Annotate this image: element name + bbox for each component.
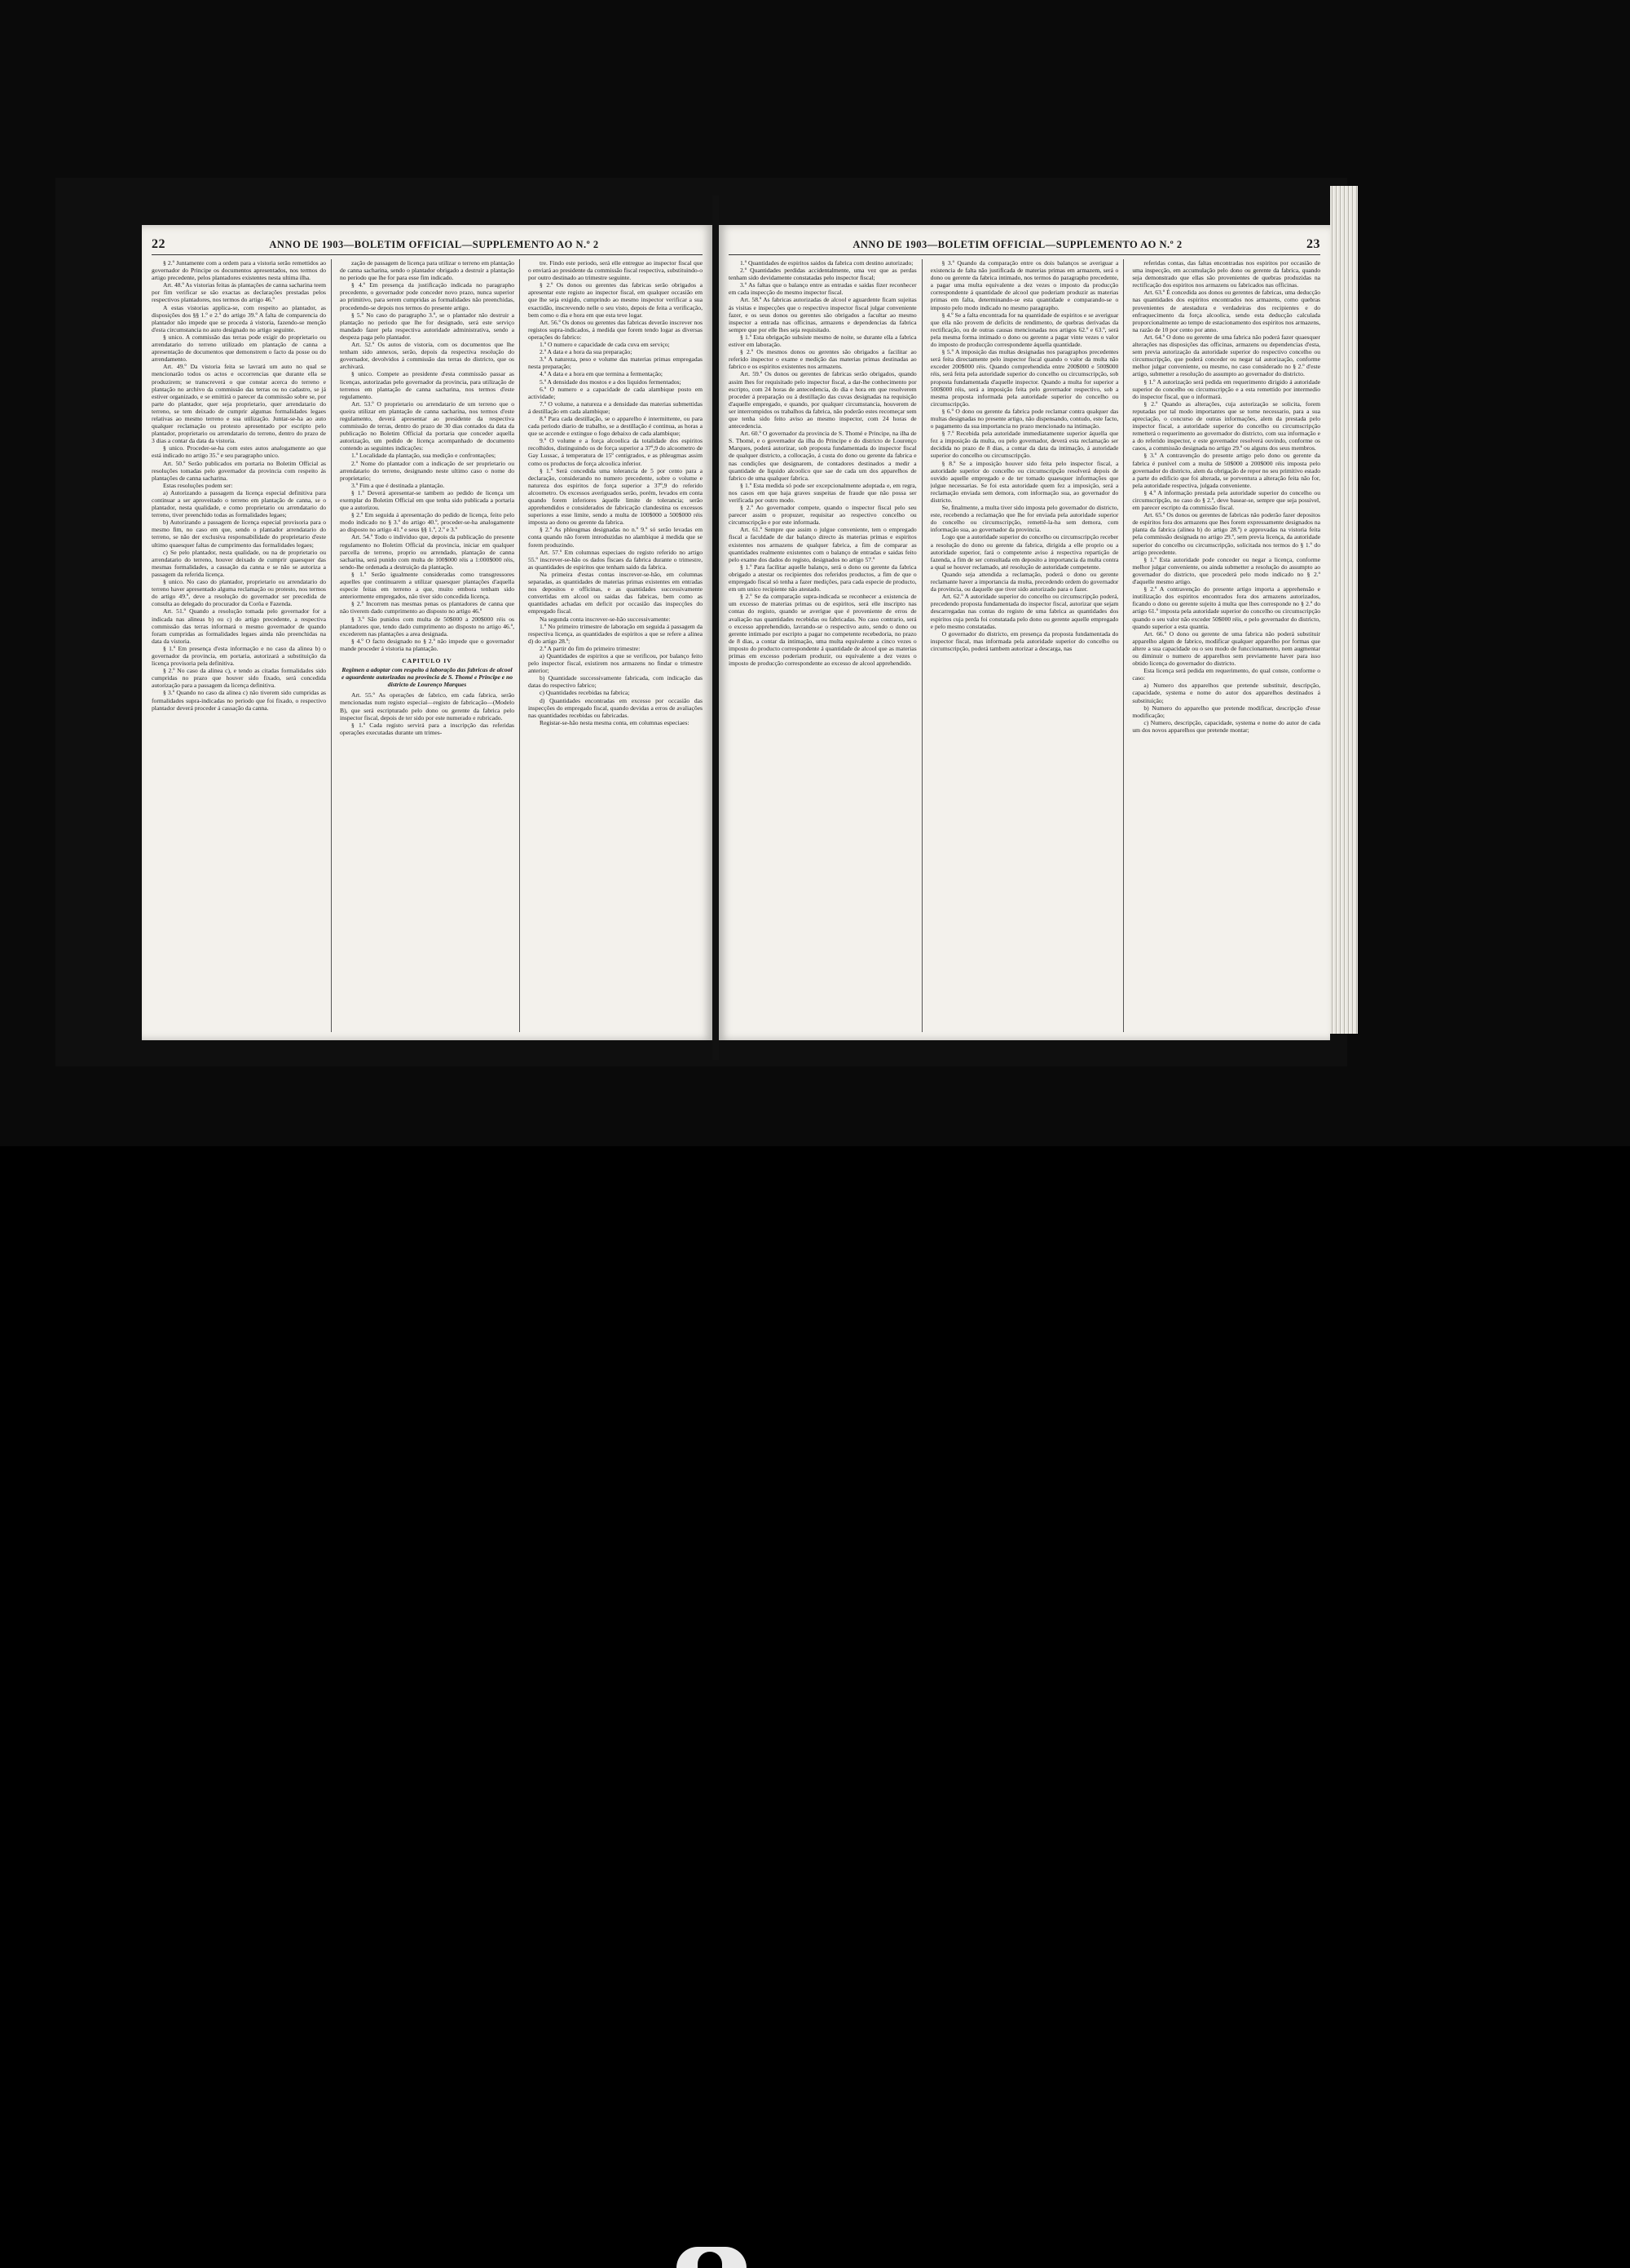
paragraph: § 5.º A imposição das multas designadas nos paragraphos precedentes será feita directamente pelo inspector fiscal quando o valor da multa não exceder 200$000 réis. Quando comprehendida entre 200$000 e 500$000 réis, será feita pela autoridade superior do concelho ou circumscripção, sob proposta fundamentada d'aquelle inspector. Quando a multa for superior a 500$000 réis, será a imposição feita pelo governador respectivo, sob a mesma proposta informada pela autoridade superior do concelho ou circumscripção. [930, 348, 1119, 408]
paragraph: c) Numero, descripção, capacidade, systema e nome do autor de cada um dos novos apparelhos que pretende montar; [1132, 718, 1321, 734]
right-page-number: 23 [1306, 237, 1320, 251]
paragraph: O governador do districto, em presença da proposta fundamentada do inspector fiscal, mas informada pela autoridade superior do concelho ou circumscripção, poderá tambem autorizar a descarga, nas [930, 629, 1119, 652]
paragraph: § 3.º São punidos com multa de 50$000 a 200$000 réis os plantadores que, tendo dado cumprimento ao disposto no artigo 46.º, excederem nas plantações a area designada. [340, 615, 514, 638]
paragraph: Na segunda conta inscrever-se-hão successivamente: [540, 615, 671, 623]
paragraph: § 2.º Em seguida á apresentação do pedido de licença, feito pelo modo indicado no § 3.º do artigo 40.º, proceder-se-ha analogamente ao disposto no artigo 41.º e seus §§ 1.º, 2.º e 3.º [340, 511, 514, 534]
left-page-header [152, 235, 703, 255]
paragraph: Art. 55.º As operações de fabrico, em cada fabrica, serão mencionadas num registo especial—registo de fabricação—(Modelo B), que será escripturado pelo dono ou gerente da fabrica pelo inspector fiscal, depois de ter sido por este numerado e rubricado. [340, 691, 514, 721]
paragraph: c) Se pelo plantador, nesta qualidade, ou na de proprietario ou arrendatario do terreno, houver deixado de cumprir quaesquer das mesmas formalidades, a cassação da canna e se não se autoriza a passagem da referida licença. [152, 548, 326, 578]
paragraph: Art. 65.º Os donos ou gerentes de fabricas não poderão fazer depositos de espiritos fora dos armazens que lhes forem expressamente designados na planta da fabrica (alinea b) do artigo 28.º) e approvadas na vistoria feita pela commissão designada no artigo 29.º, sem previa licença, da autoridade superior do concelho ou circumscripção, solicitada nos termos do § 1.º do artigo precedente. [1132, 511, 1321, 556]
right-page-columns [729, 259, 1320, 1032]
book-page-edges [1330, 186, 1358, 1034]
paragraph: 2.º Quantidades perdidas accidentalmente, uma vez que as perdas tenham sido devidamente constatadas pelo inspector fiscal; [729, 267, 917, 282]
paragraph: § 1.º Deverá apresentar-se tambem ao pedido de licença um exemplar do Boletim Official em que tenha sido publicada a portaria que a autorizou. [340, 488, 514, 512]
paragraph: 1.º O numero e capacidade de cada cuva em serviço; [540, 341, 670, 349]
paragraph: c) Quantidades recebidas na fabrica; [540, 689, 630, 697]
paragraph: § 2.º Incorrem nas mesmas penas os plantadores de canna que não tiverem dado cumprimento ao disposto no artigo 46.º [340, 600, 514, 616]
paragraph: § 3.º A contravenção do presente artigo pelo dono ou gerente da fabrica é punível com a multa de 50$000 a 200$000 réis imposta pelo governador do districto, alem da obrigação de repor no seu primitivo estado a parte do edificio que foi alterada, se porventura a alteração feita não for, pela autoridade respectiva, julgada conveniente. [1132, 452, 1321, 489]
paragraph: § 5.º No caso do paragrapho 3.º, se o plantador não destruir a plantação no periodo que lhe for designado, será este serviço mandado fazer pela respectiva autoridade administrativa, sendo a despeza paga pelo plantador. [340, 311, 514, 341]
paragraph: § 2.º No caso da alinea c), e tendo as citadas formalidades sido cumpridas no prazo que houver sido fixado, será concedida autorização para a passagem da licença definitiva. [152, 667, 326, 690]
paragraph: 3.º As faltas que o balanço entre as entradas e saidas fizer reconhecer em cada inspecção do mesmo inspector fiscal. [729, 281, 917, 297]
right-column-3 [1132, 259, 1320, 1032]
paragraph: A estas vistorias applica-se, com respeito ao plantador, as disposições dos §§ 1.º e 2.º do artigo 39.º A falta de comparencia do plantador não impede que se proceda á vistoria, fazendo-se menção d'esta circumstancia no auto designado no artigo seguinte. [152, 303, 326, 333]
paragraph: Art. 53.º O proprietario ou arrendatario de um terreno que o queira utilizar em plantação de canna sacharina, nos termos d'este regulamento, deverá apresentar ao presidente da respectiva commissão de terras, dentro do prazo de 30 dias contados da data da publicação no Boletim Official da portaria que conceder aquella autorização, um pedido de licença acompanhado de documento contendo as seguintes indicações: [340, 399, 514, 452]
paragraph: § 4.º A informação prestada pela autoridade superior do concelho ou circumscripção, no caso do § 2.º, deve basear-se, sempre que seja possivel, em parecer escripto da commissão fiscal. [1132, 488, 1321, 512]
paragraph: § 1.º Esta autoridade pode conceder ou negar a licença, conforme melhor julgar conveniente, ou ainda submetter a resolução do assumpto ao governador do districto, que procederá pelo modo indicado no § 2.º d'aquelle mesmo artigo. [1132, 555, 1321, 586]
paragraph: § 1.º Esta medida só pode ser excepcionalmente adoptada e, em regra, nos casos em que haja graves suspeitas de fraude que não possa ser verificada por outro modo. [729, 481, 917, 504]
paragraph: § 6.º O dono ou gerente da fabrica pode reclamar contra qualquer das multas designadas no presente artigo, não dispensando, contudo, este facto, o pagamento da sua importancia no prazo mencionado na intimação. [930, 407, 1119, 430]
paragraph: b) Autorizando a passagem de licença especial provisoria para o mesmo fim, no caso em que, sendo o plantador arrendatario do terreno, se não der exclusiva responsabilidade do proprietario d'este ultimo quaesquer faltas de cumprimento das formalidades legaes; [152, 518, 326, 549]
paragraph: § 4.º Em presença da justificação indicada no paragrapho precedente, o governador pode conceder novo prazo, nunca superior ao primitivo, para serem cumpridas as formalidades não preenchidas, procedendo-se depois nos termos do presente artigo. [340, 281, 514, 311]
paragraph: 4.º A data e a hora em que termina a fermentação; [540, 370, 663, 378]
right-page-header [729, 235, 1320, 255]
chapter-heading: CAPITULO IV [402, 656, 452, 664]
paragraph: 9.º O volume e a força alcoolica da totalidade dos espiritos recolhidos, distinguindo os de força superior a 37º,9 do alcoometro de Gay Lussac, á temperatura de 15º centigrados, e as phleugmas assim como os productos de força alcoolica inferior. [528, 437, 703, 467]
film-edge-marks [0, 1122, 1630, 1146]
paragraph: § 2.º A contravenção do presente artigo importa a apprehensão e inutilização dos espiritos encontrados fora dos armazens autorizados, ficando o dono ou gerente sujeito á multa que lhes corresponde no § 2.º do artigo 61.º imposta pela autoridade superior do concelho ou circumscripção quando o seu valor não exceder 50$000 réis, e pelo governador do districto, quando superior a esta quantia. [1132, 585, 1321, 630]
paragraph: § unico. Proceder-se-ha com estes autos analogamente ao que está indicado no artigo 35.º e seu paragrapho unico. [152, 444, 326, 460]
paragraph: 2.º A partir do fim do primeiro trimestre: [540, 644, 641, 652]
paragraph: § unico. Compete ao presidente d'esta commissão passar as licenças, autorizadas pelo governador da provincia, para utilização de terrenos em plantação de canna sacharina, nos termos d'este regulamento. [340, 370, 514, 400]
left-column-3 [528, 259, 703, 1032]
paragraph: b) Numero do apparelho que pretende modificar, descripção d'esse modificação; [1132, 704, 1321, 719]
paragraph: § 2.º Ao governador compete, quando o inspector fiscal pelo seu parecer assim o propuzer, requisitar ao respectivo concelho ou circumscripção e por este informada. [729, 504, 917, 527]
paragraph: Art. 56.º Os donos ou gerentes das fabricas deverão inscrever nos registos supra-indicados, á medida que forem tendo logar as diversas operações do fabrico: [528, 318, 703, 341]
paragraph: § 3.º Quando no caso da alinea c) não tiverem sido cumpridas as formalidades supra-indicadas no periodo que foi fixado, o respectivo plantador deverá proceder á cassação da canna. [152, 689, 326, 712]
paragraph: 5.º A densidade dos mostos e a dos liquidos fermentados; [540, 377, 681, 386]
paragraph: 1.º Localidade da plantação, sua medição e confrontações; [351, 452, 496, 460]
paragraph: zação de passagem de licença para utilizar o terreno em plantação de canna sacharina, sendo o plantador obrigado a destruir a plantação no periodo que lhe for para esse fim indicado. [340, 259, 514, 282]
paragraph: § 1.º Será concedida uma tolerancia de 5 por cento para a declaração, considerando no numero precedente, sobre o volume e natureza dos espiritos de força superior a 37º,9 do referido alcoometro. Os excessos averiguados serão, porém, levados em conta quando forem inferiores áquelle limite de tolerancia; serão apprehendidos e considerados de fabricação clandestina os excessos superiores a esse limite, sendo a multa de 100$000 a 500$000 réis imposta ao dono ou gerente da fabrica. [528, 466, 703, 527]
paragraph: § unico. A commissão das terras pode exigir do proprietario ou arrendatario do terreno utilizado em plantação de canna a apresentação de documentos que demonstrem o facto da posse ou do arrendamento. [152, 333, 326, 364]
paragraph: 1.º Quantidades de espiritos saidos da fabrica com destino autorizado; [740, 259, 914, 267]
paragraph: Quando seja attendida a reclamação, poderá o dono ou gerente reclamante haver a importancia da multa, precedendo ordem do governador da provincia, ou daquelle que tiver sido autorizado para o fazer. [930, 570, 1119, 593]
right-column-2 [931, 259, 1125, 1032]
paragraph: a) Autorizando a passagem da licença especial definitiva para continuar a ser aproveitado o terreno em plantação de canna, se o plantador, nesta qualidade, e como proprietario ou arrendatario do terreno, tiver preenchido todas as formalidades legaes; [152, 488, 326, 519]
paragraph: § 8.º Se a imposição houver sido feita pelo inspector fiscal, a autoridade superior do concelho ou circumscripção resolverá depois de ouvido aquelle empregado e de ter tomado quaesquer informações que julgue necessarias. Se foi esta autoridade quem fez a imposição, será a reclamação enviada sem demora, com informação sua, ao governador do districto. [930, 459, 1119, 504]
book-gutter [712, 196, 719, 1060]
paragraph: Art. 64.º O dono ou gerente de uma fabrica não poderá fazer quaesquer alterações nas disposições das officinas, armazens ou dependencias d'esta, sem previa autorização da autoridade superior do respectivo concelho ou circumscripção, que poderá conceder ou negar tal autorização, conforme melhor julgar conveniente, ou mesmo, no caso considerado no § 2.º d'este artigo, submetter a resolução do assumpto ao governador do districto. [1132, 333, 1321, 378]
paragraph: § 1.º A autorização será pedida em requerimento dirigido á autoridade superior do concelho ou circumscripção e a esta remettido por intermedio do inspector fiscal, que o informará. [1132, 377, 1321, 400]
paragraph: § 7.º Recebida pela autoridade immediatamente superior áquella que fez a imposição da multa, ou pelo governador, deverá esta reclamação ser decidida no prazo de 8 dias, a contar da data da intimação, á autoridade superior do concelho ou circumscripção. [930, 430, 1119, 460]
paragraph: 2.º Nome do plantador com a indicação de ser proprietario ou arrendatario do terreno, designando neste ultimo caso o nome do proprietario; [340, 459, 514, 482]
right-column-1 [729, 259, 923, 1032]
right-page [719, 225, 1330, 1040]
paragraph: § 2.º Quando as alterações, cuja autorização se solicita, forem reputadas por tal modo importantes que se torne necessario, para a sua apreciação, o concurso de outras informações, alem da prestada pelo inspector fiscal, a autoridade superior do concelho ou circumscripção remetterá o requerimento ao governador do districto, com sua informação e a do referido inspector, e este governador resolverá ouvindo, conforme os casos, a commissão designada no artigo 29.º ou alguns dos seus membros. [1132, 399, 1321, 452]
paragraph: b) Quantidade successivamente fabricada, com indicação das datas do respectivo fabrico; [528, 674, 703, 690]
paragraph: Art. 50.º Serão publicados em portaria no Boletim Official as resoluções tomadas pelo governador da provincia com respeito ás plantações de canna sacharina. [152, 459, 326, 482]
paragraph: Art. 60.º O governador da provincia de S. Thomé e Principe, na ilha de S. Thomé, e o governador da ilha do Principe e do districto de Lourenço Marques, poderá autorizar, sob proposta fundamentada do inspector fiscal de qualquer districto, a collocação, á custa do dono ou gerente da fabrica e nas condições que designarem, de contadores destinados a medir a quantidade de liquido alcoolico que sae de cada um dos apparelhos de fabrico de uma qualquer fabrica. [729, 430, 917, 482]
paragraph: Art. 48.º As vistorias feitas ás plantações de canna sacharina teem por fim verificar se são exactas as declarações prestadas pelos respectivos plantadores, nos termos do artigo 46.º [152, 281, 326, 304]
paragraph: Art. 54.º Todo o individuo que, depois da publicação do presente regulamento no Boletim Official da provincia, iniciar em qualquer parcella de terreno, proprio ou arrendado, plantação de canna sacharina, será punido com multa de 100$000 réis a 1:000$000 réis, sendo-lhe ordenada a destruição da plantação. [340, 533, 514, 571]
left-page-running-title: ANNO DE 1903—BOLETIM OFFICIAL—SUPPLEMENTO AO N.º 2 [269, 238, 599, 250]
paragraph: Logo que a autoridade superior do concelho ou circumscripção receber a resolução do dono ou gerente da fabrica, dirigida a elle proprio ou a autoridade superior, fará o competente aviso á respectiva repartição de fazenda, a fim de ser consultada em deposito a importancia da multa contra a qual se houver reclamado, até resolução de autoridade competente. [930, 533, 1119, 571]
paragraph: a) Quantidades de espiritos a que se verificou, por balanço feito pelo inspector fiscal, existirem nos armazens no findar o trimestre anterior; [528, 651, 703, 675]
paragraph: 8.º Para cada destillação, se o apparelho é intermittente, ou para cada periodo diario de trabalho, se a destillação é continua, as horas a que se accende e extingue o fogo debaixo de cada alambique; [528, 414, 703, 438]
paragraph: Art. 62.º A autoridade superior do concelho ou circumscripção poderá, precedendo proposta fundamentada do inspector fiscal, autorizar que sejam descarregadas nas contas do registo de uma fabrica as quantidades dos espiritos cuja perda foi constatada pelo dono ou gerente aquelle empregado e pelo mesmo constatadas. [930, 593, 1119, 630]
paragraph: § 1.º Para facilitar aquelle balanço, será o dono ou gerente da fabrica obrigado a atestar os recipientes dos referidos productos, a fim de que o empregado fiscal só tenha a fazer medições, para cada especie de producto, em um unico recipiente não atestado. [729, 563, 917, 593]
paragraph: § 1.º Esta obrigação subsiste mesmo de noite, se durante ella a fabrica estiver em laboração. [729, 333, 917, 349]
paragraph: § 3.º Quando da comparação entre os dois balanços se averiguar a existencia de falta não justificada de materias primas em armazem, será o dono ou gerente da fabrica intimado, nos termos do paragrapho precedente, a pagar uma multa equivalente a dez vezes o imposto da producção correspondente á quantidade de alcool que poderiam produzir as materias primas em falta, determinando-se esta quantidade e comparando-se o imposto pelo modo indicado no mesmo paragrapho. [930, 259, 1119, 311]
paragraph: Se, finalmente, a multa tiver sido imposta pelo governador do districto, este, recebendo a reclamação que lhe for enviada pela autoridade superior do concelho ou circumscripção, remettê-la-ha sem demora, com informação sua, ao governador da provincia. [930, 504, 1119, 534]
paragraph: § 2.º Os mesmos donos ou gerentes são obrigados a facilitar ao referido inspector o exame e medição das materias primas destinadas ao fabrico e os espiritos existentes nos armazens. [729, 348, 917, 371]
paragraph: Estas resoluções podem ser: [163, 481, 233, 489]
paragraph: Art. 59.º Os donos ou gerentes de fabricas serão obrigados, quando assim lhes for requisitado pelo inspector fiscal, a dar-lhe conhecimento por escripto, com 24 horas de antecedencia, do dia e hora em que resolverem proceder á preparação ou á destillação das cuvas designadas na requisição d'aquelle empregado, e quando, por qualquer circumstancia, houverem de ser interrompidos os trabalhos da fabrica, não poderão estes recomeçar sem que tenha sido feito aviso ao mesmo inspector, com 24 horas de antecedencia. [729, 370, 917, 430]
paragraph: § 2.º Os donos ou gerentes das fabricas serão obrigados a apresentar este registo ao inspector fiscal, em qualquer occasião em que lhe seja exigido, cumprindo ao mesmo inspector verificar a sua exactidão, inscrevendo nelle o seu visto, depois de feita a verificação, bem como o dia e hora em que esta teve logar. [528, 281, 703, 319]
paragraph: 3.º Fim a que é destinada a plantação. [351, 481, 445, 489]
paragraph: Art. 58.º As fabricas autorizadas de alcool e aguardente ficam sujeitas ás visitas e inspecções que o respectivo inspector fiscal julgar conveniente fazer, e os seus donos ou gerentes são obrigados a facultar ao mesmo inspector a entrada nas officinas, armazens e dependencias da fabrica sempre que por elle lhes seja requisitado. [729, 296, 917, 333]
paragraph: Art. 51.º Quando a resolução tomada pelo governador for a indicada nas alineas b) ou c) do artigo precedente, a respectiva commissão das terras informará o mesmo governador de quando foram cumpridas as formalidades legaes ainda não preenchidas na data da vistoria. [152, 607, 326, 645]
paragraph: Art. 61.º Sempre que assim o julgue conveniente, tem o empregado fiscal a faculdade de dar balanço directo ás materias primas e espiritos existentes nos armazens de qualquer fabrica, a fim de comparar as quantidades realmente existentes com o balanço de entradas e saidas feito pelo exame dos dados do registo, designados no artigo 57.º [729, 526, 917, 563]
left-page-columns [152, 259, 703, 1032]
left-page-number: 22 [152, 237, 165, 251]
paragraph: Registar-se-hão nesta mesma conta, em columnas especiaes: [540, 718, 689, 726]
paragraph: § 1.º Cada registo servirá para a inscripção das referidas operações executadas durante um trimes- [340, 721, 514, 736]
paragraph: 1.º No primeiro trimestre de laboração em seguida á passagem da respectiva licença, as quantidades de espiritos a que se refere a alinea d) do artigo 28.º; [528, 622, 703, 645]
paragraph: 6.º O numero e a capacidade de cada alambique posto em actividade; [528, 385, 703, 400]
paragraph: § 4.º O facto designado no § 2.º não impede que o governador mande proceder á vistoria na plantação. [340, 637, 514, 652]
paragraph: § 2.º Se da comparação supra-indicada se reconhecer a existencia de um excesso de materias primas ou de espiritos, será elle inscripto nas contas do registo, quando se averigue que é proveniente de erros de avaliação nas quantidades recebidas ou fabricadas. No caso contrario, será o excesso apprehendido, lavrando-se o respectivo auto, sendo o dono ou gerente intimado por escripto a pagar no competente recebedoria, no prazo de 8 dias, a contar da intimação, uma multa equivalente a cinco vezes o imposto do producto correspondente á quantidade de alcool que as materias primas em excesso poderiam produzir, ou equivalente a dez vezes o imposto de producção correspondente ao excesso de alcool apprehendido. [729, 593, 917, 668]
paragraph: § unico. No caso do plantador, proprietario ou arrendatario do terreno haver apresentado alguma reclamação ou protesto, nos termos do artigo 49.º, deve a resolução do governador ser precedida de consulta ao delegado do procurador da Corôa e Fazenda. [152, 578, 326, 608]
paragraph: Art. 49.º Da vistoria feita se lavrará um auto no qual se mencionarão todos os actos e occorrencias que durante ella se produzirem; se transcreverá o que constar acerca do terreno e plantação no archivo da commissão das terras ou no cadastro, se já estiver organizado, e se emittirá o parecer da commissão sobre se, por parte do plantador, quer seja proprietario, quer arrendatario do terreno, se tem deixado de cumprir algumas formalidades legaes relativas ao mesmo terreno e sua utilização. Juntar-se-ha ao auto qualquer reclamação ou protesto apresentado por escripto pelo plantador, proprietario ou arrendatario do terreno, dentro do prazo de 3 dias a contar da data da vistoria. [152, 363, 326, 445]
paragraph: d) Quantidades encontradas em excesso por occasião das inspecções do empregado fiscal, quando devidas a erros de avaliações nas quantidades recebidas ou fabricadas. [528, 696, 703, 719]
paragraph: 7.º O volume, a natureza e a densidade das materias submettidas á destillação em cada alambique; [528, 399, 703, 415]
paragraph: § 2.º Juntamente com a ordem para a vistoria serão remettidos ao governador do Principe os documentos apresentados, nos termos do artigo precedente, pelos plantadores existentes nesta ultima ilha. [152, 259, 326, 282]
paragraph: a) Numero dos apparelhos que pretende substituir, descripção, capacidade, systema e nome do autor dos apparelhos destinados á substituição; [1132, 682, 1321, 704]
left-column-1 [152, 259, 332, 1032]
paragraph: § 4.º Se a falta encontrada for na quantidade de espiritos e se averiguar que ella não provem de deficits de rendimento, de quebras derivadas da rectificação, ou de outras causas mencionadas nos artigos 62.º e 63.º, será pela mesma forma intimado o dono ou gerente a pagar vinte vezes o valor do imposto de producção correspondente áquella quantidade. [930, 311, 1119, 349]
paragraph: § 1.º Em presença d'esta informação e no caso da alinea b) o governador da provincia, em portaria, autorizará a substituição da licença provisoria pela definitiva. [152, 644, 326, 668]
paragraph: 2.º A data e a hora da sua preparação; [540, 348, 632, 356]
paragraph: Na primeira d'estas contas inscrever-se-hão, em columnas separadas, as quantidades de materias primas existentes em entradas nos depositos e officinas, e as quantidades successivamente convertidas em alcool ou saidas das fabricas, bem como as quantidades achadas em deficit por occasião das inspecções do empregado fiscal. [528, 570, 703, 616]
chapter-subheading: Regimen a adoptar com respeito á laboração das fabricas de alcool e aguardente autorizadas na provincia de S. Thomé e Principe e no districto de Lourenço Marques [341, 666, 513, 689]
paragraph: Art. 57.º Em columnas especiaes do registo referido no artigo 55.º inscrever-se-hão os dados fiscaes da fabrica durante o trimestre, as quantidades de espiritos que tenham saido da fabrica. [528, 548, 703, 571]
paragraph: Esta licença será pedida em requerimento, do qual conste, conforme o caso: [1132, 667, 1321, 682]
paragraph: § 1.º Serão igualmente consideradas como transgressores aquelles que continuarem a utilizar quaesquer plantações d'aquella especie feitas em terreno a que, muito embora tenham sido anteriormente empregados, não tiver sido concedida licença. [340, 570, 514, 601]
paragraph: § 2.º As phleugmas designadas no n.º 9.º só serão levadas em conta quando não forem introduzidas no alambique á medida que se forem produzindo. [528, 526, 703, 549]
paragraph: Art. 63.º É concedida aos donos ou gerentes de fabricas, uma deducção nas quantidades dos espiritos encontrados nos armazens, como quebras provenientes de atestadura e verdadeiras dos recipientes e do enfraquecimento da força alcoolica, sendo esta deducção calculada proporcionalmente ao tempo de estacionamento dos espiritos nos armazens, na razão de 10 por cento por anno. [1132, 289, 1321, 333]
right-page-running-title: ANNO DE 1903—BOLETIM OFFICIAL—SUPPLEMENTO AO N.º 2 [852, 238, 1183, 250]
left-column-2 [340, 259, 520, 1032]
left-page [142, 225, 712, 1040]
paragraph: referidas contas, das faltas encontradas nos espiritos por occasião de uma inspecção, em accumulação pelo dono ou gerente da fabrica, quando seja demonstrado que ellas são provenientes de quebras produzidas na rectificação dos espiritos nos armazens ou fabricados nas officinas. [1132, 259, 1321, 289]
paragraph: tre. Findo este periodo, será elle entregue ao inspector fiscal que o enviará ao presidente da commissão fiscal respectiva, substituindo-o por outro destinado ao trimestre seguinte. [528, 259, 703, 282]
paragraph: 3.º A natureza, peso e volume das materias primas empregadas nesta preparação; [528, 355, 703, 371]
paragraph: Art. 66.º O dono ou gerente de uma fabrica não poderá substituir apparelho algum de fabrico, modificar qualquer apparelho por formas que altere a sua capacidade ou o seu modo de funccionamento, nem augmentar ou diminuir o numero de apparelhos sem previamente haver para isso obtido licença do governador do districto. [1132, 629, 1321, 668]
paragraph: Art. 52.º Os autos de vistoria, com os documentos que lhe tenham sido annexos, serão, depois da respectiva resolução do governador, devolvidos á commissão das terras do districto, que os archivará. [340, 341, 514, 371]
